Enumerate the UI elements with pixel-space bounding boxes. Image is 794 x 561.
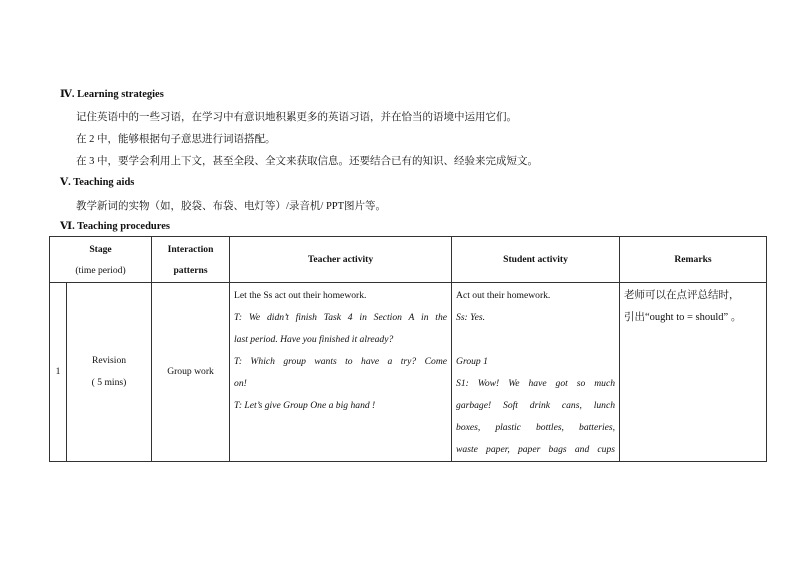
teaching-procedures-table bbox=[49, 236, 767, 462]
header-stage-label: Stage bbox=[89, 243, 112, 255]
row-interaction: Group work bbox=[152, 283, 230, 462]
row-student-activity bbox=[452, 283, 620, 462]
header-stage bbox=[50, 237, 152, 283]
teacher-line: T: Let’s give Group One a big hand ! bbox=[234, 400, 376, 411]
row-stage-time: ( 5 mins) bbox=[91, 377, 127, 388]
student-line: garbage! Soft drink cans, lunch bbox=[456, 400, 616, 411]
student-line: Ss: Yes. bbox=[456, 312, 485, 323]
header-interaction-label: Interaction bbox=[167, 243, 214, 255]
paragraph-line: 在 3 中，要学会利用上下文，甚至全段、全文来获取信息。还要结合已有的知识、经验来完成短文。 bbox=[76, 156, 538, 167]
row-number: 1 bbox=[50, 283, 67, 462]
header-teacher-activity: Teacher activity bbox=[230, 237, 452, 283]
teacher-line: T: We didn’t finish Task 4 in Section A in the bbox=[234, 312, 448, 323]
row-remarks bbox=[620, 283, 767, 462]
header-student-activity: Student activity bbox=[452, 237, 620, 283]
student-line-blank bbox=[456, 329, 615, 351]
header-interaction-sub: patterns bbox=[173, 264, 208, 276]
remarks-line: 引出“ought to = should” 。 bbox=[624, 312, 742, 323]
teacher-line: on! bbox=[234, 378, 247, 389]
student-line: boxes, plastic bottles, batteries, bbox=[456, 422, 616, 433]
remarks-line: 老师可以在点评总结时， bbox=[624, 290, 740, 301]
row-stage-label: Revision bbox=[91, 355, 127, 366]
teacher-line: Let the Ss act out their homework. bbox=[234, 290, 367, 301]
section-heading-teaching-procedures: Ⅵ. Teaching procedures bbox=[60, 221, 170, 232]
row-teacher-activity bbox=[230, 283, 452, 462]
student-line: Act out their homework. bbox=[456, 290, 551, 301]
teacher-line: T: Which group wants to have a try? Come bbox=[234, 356, 448, 367]
paragraph-line: 在 2 中，能够根据句子意思进行词语搭配。 bbox=[76, 134, 276, 145]
section-heading-teaching-aids: Ⅴ. Teaching aids bbox=[60, 177, 135, 188]
student-line: Group 1 bbox=[456, 356, 488, 367]
paragraph-line: 教学新词的实物（如，胶袋、布袋、电灯等）/录音机/ PPT图片等。 bbox=[76, 201, 387, 212]
student-line: waste paper, paper bags and cups bbox=[456, 444, 616, 455]
student-line: S1: Wow! We have got so much bbox=[456, 378, 616, 389]
section-heading-learning-strategies: Ⅳ. Learning strategies bbox=[60, 89, 164, 100]
table-header-row bbox=[50, 237, 767, 283]
header-remarks: Remarks bbox=[620, 237, 767, 283]
header-interaction bbox=[152, 237, 230, 283]
paragraph-line: 记住英语中的一些习语，在学习中有意识地积累更多的英语习语，并在恰当的语境中运用它们。 bbox=[76, 112, 517, 123]
header-stage-sub: (time period) bbox=[75, 264, 126, 276]
teacher-line: last period. Have you finished it already? bbox=[234, 334, 394, 345]
row-stage bbox=[67, 283, 152, 462]
table-row bbox=[50, 283, 767, 462]
